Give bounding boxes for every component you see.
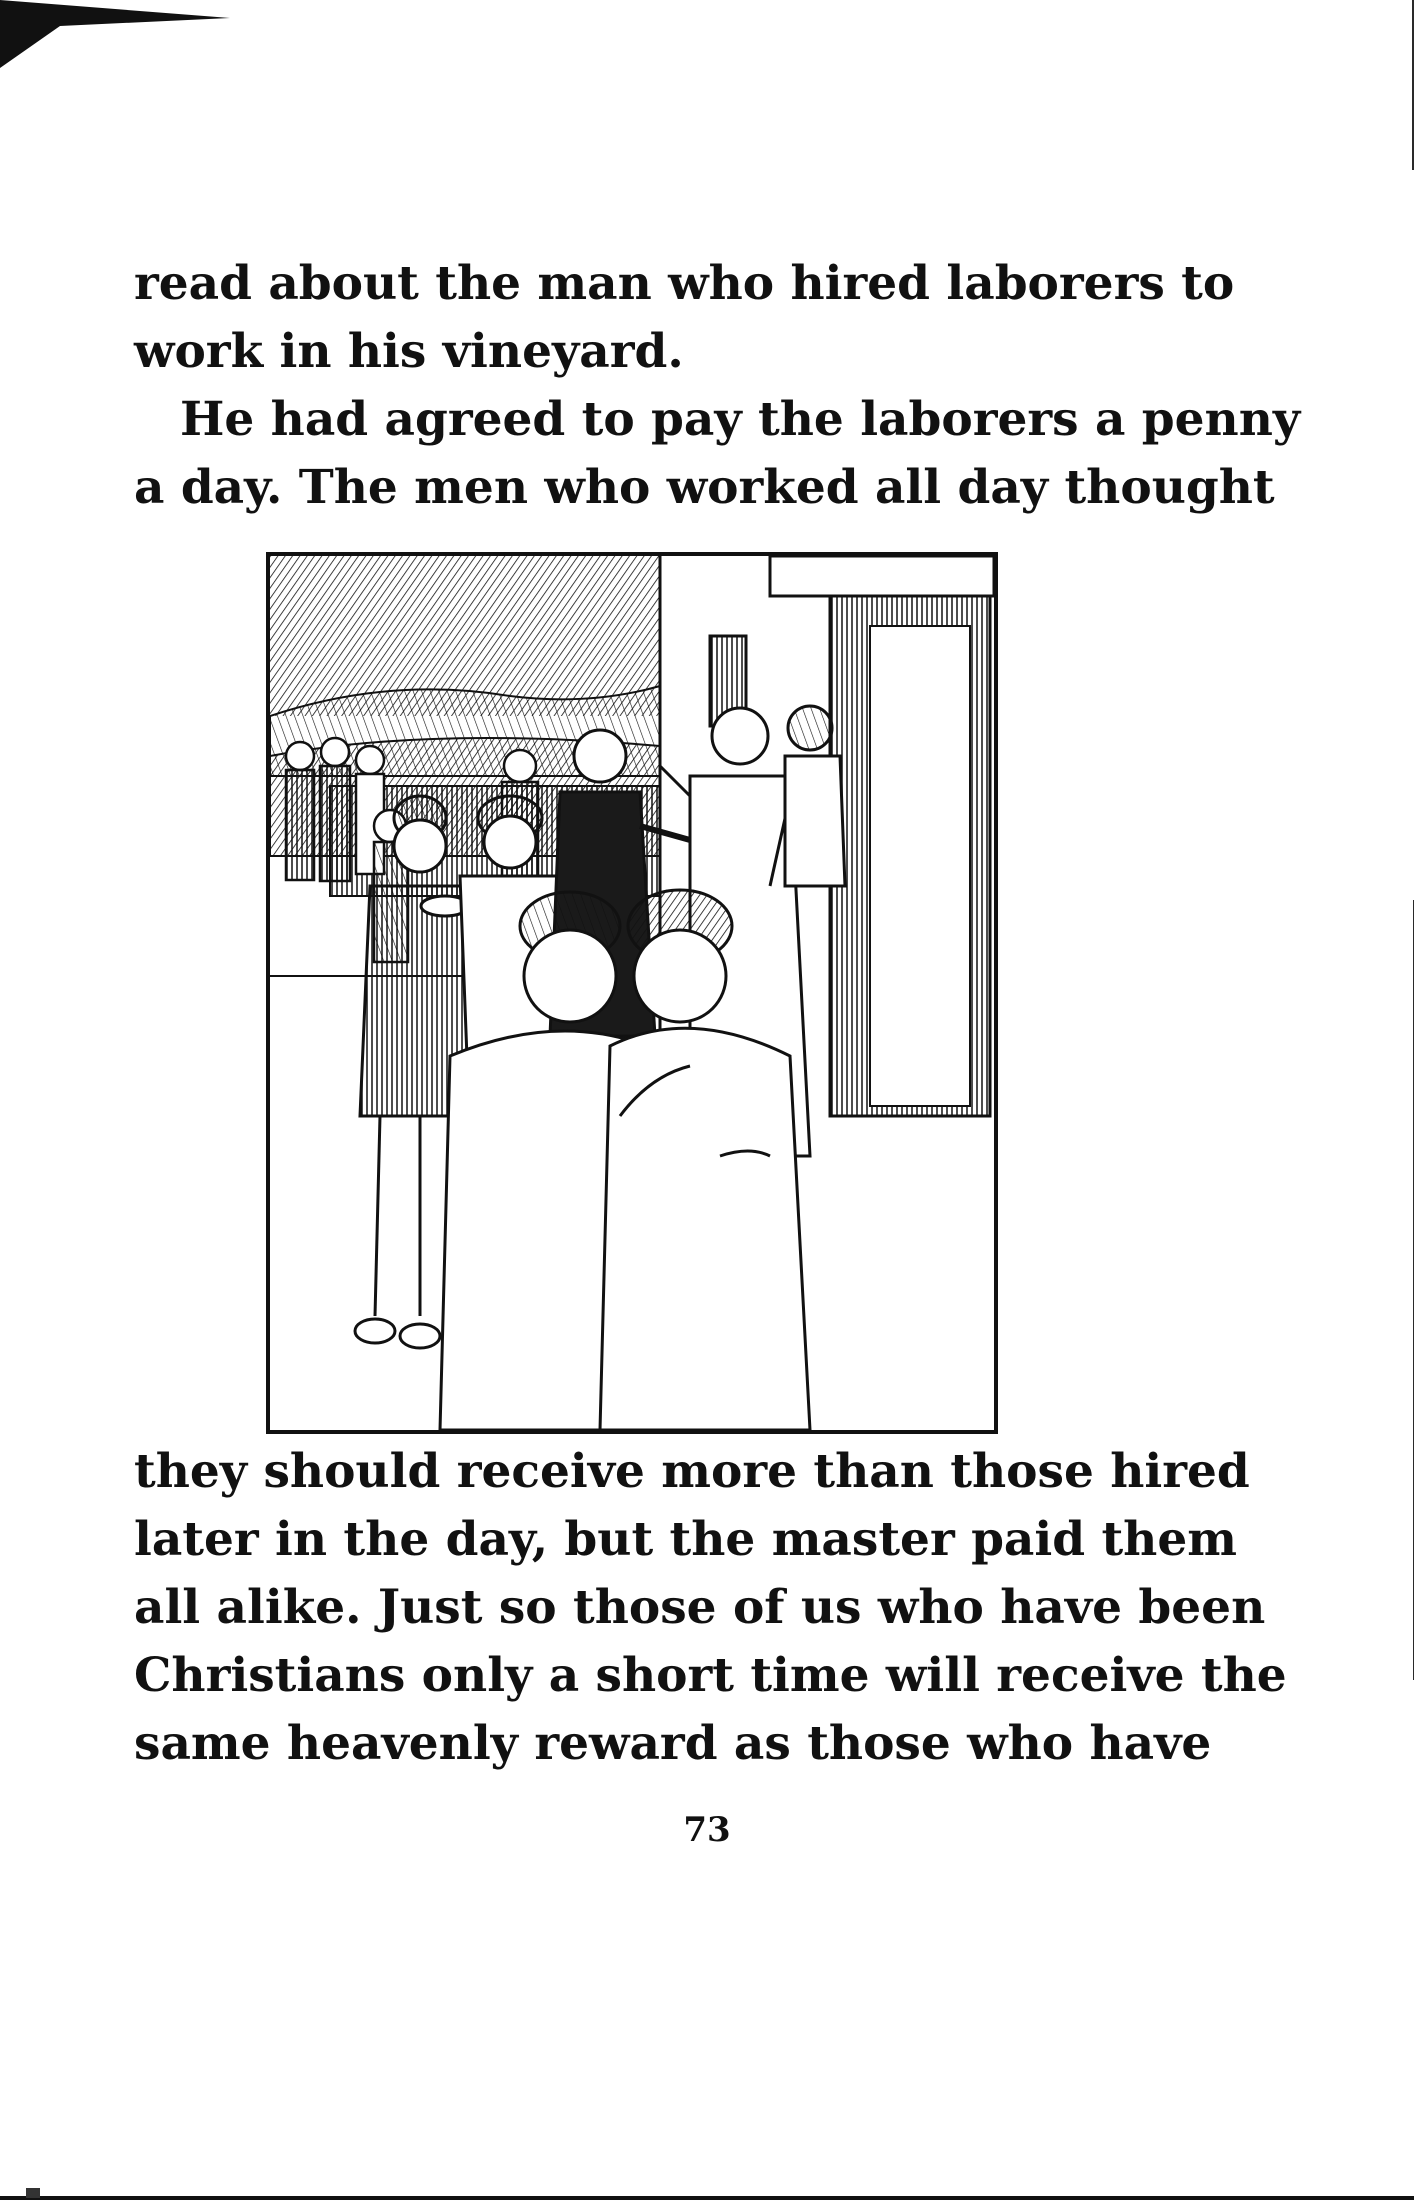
page-number: 73 <box>683 1810 731 1850</box>
text-line: they should receive more than those hired <box>134 1444 1250 1499</box>
text-line: same heavenly reward as those who have <box>134 1716 1212 1771</box>
text-line: later in the day, but the master paid them <box>134 1512 1237 1567</box>
text-line: work in his vineyard. <box>134 324 684 379</box>
paragraph-bottom <box>134 1438 1287 1778</box>
scan-corner-mark <box>0 0 240 80</box>
scan-bottom-rule <box>0 2196 1414 2200</box>
paragraph-second <box>134 386 1301 522</box>
text-line: Christians only a short time will receive the <box>134 1648 1287 1703</box>
text-line: read about the man who hired laborers to <box>134 256 1235 311</box>
text-line: all alike. Just so those of us who have been <box>134 1580 1266 1635</box>
paragraph-top <box>134 250 1235 386</box>
text-line: a day. The men who worked all day thought <box>134 460 1275 515</box>
text-line: He had agreed to pay the laborers a penny <box>180 392 1301 447</box>
illustration-laborers-vineyard <box>266 552 998 1434</box>
scan-bottom-spot <box>26 2188 40 2198</box>
